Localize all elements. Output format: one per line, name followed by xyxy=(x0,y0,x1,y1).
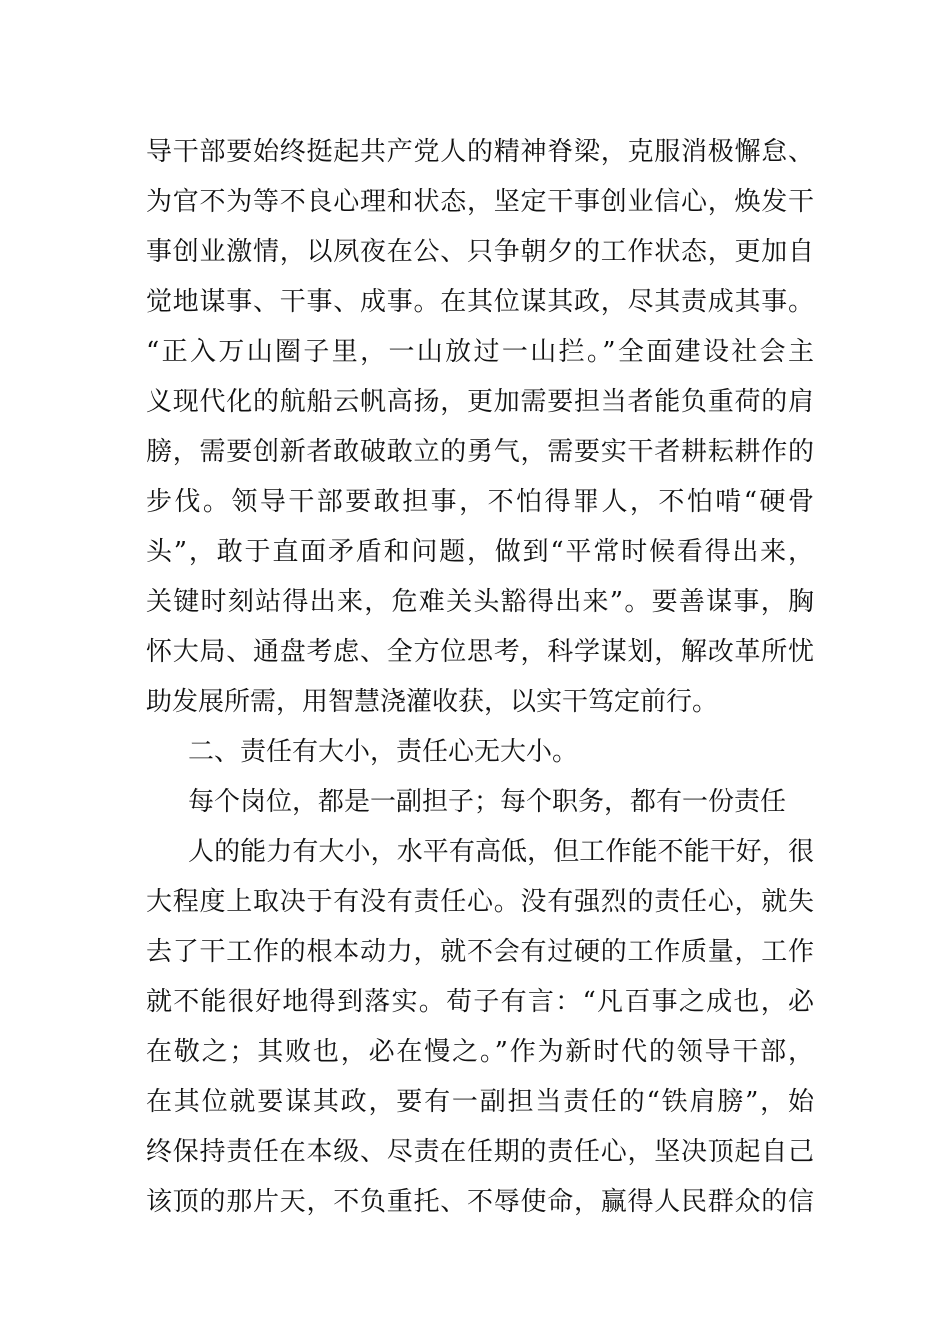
text-line: 关键时刻站得出来，危难关头豁得出来”。要善谋事，胸 xyxy=(146,587,814,617)
text-line: 人的能力有大小，水平有高低，但工作能不能干好，很 xyxy=(188,837,814,867)
text-line: 在其位就要谋其政，要有一副担当责任的“铁肩膀”，始 xyxy=(146,1087,814,1117)
text-line: 为官不为等不良心理和状态，坚定干事创业信心，焕发干 xyxy=(146,187,814,217)
text-line: 膀，需要创新者敢破敢立的勇气，需要实干者耕耘耕作的 xyxy=(146,437,814,467)
text-line: 导干部要始终挺起共产党人的精神脊梁，克服消极懈怠、 xyxy=(146,137,814,167)
text-line: 觉地谋事、干事、成事。在其位谋其政，尽其责成其事。 xyxy=(146,287,814,317)
text-line: 终保持责任在本级、尽责在任期的责任心，坚决顶起自己 xyxy=(146,1137,814,1167)
text-line: 大程度上取决于有没有责任心。没有强烈的责任心，就失 xyxy=(146,887,814,917)
text-line: 该顶的那片天，不负重托、不辱使命，赢得人民群众的信 xyxy=(146,1187,814,1217)
section-heading: 二、责任有大小，责任心无大小。 xyxy=(188,737,579,767)
text-line: 头”，敢于直面矛盾和问题，做到“平常时候看得出来， xyxy=(146,537,814,567)
text-line: 义现代化的航船云帆高扬，更加需要担当者能负重荷的肩 xyxy=(146,387,814,417)
text-line: 怀大局、通盘考虑、全方位思考，科学谋划，解改革所忧 xyxy=(146,637,814,667)
text-line: 去了干工作的根本动力，就不会有过硬的工作质量，工作 xyxy=(146,937,814,967)
text-line: 就不能很好地得到落实。荀子有言：“凡百事之成也，必 xyxy=(146,987,814,1017)
text-line: 步伐。领导干部要敢担事，不怕得罪人，不怕啃“硬骨 xyxy=(146,487,814,517)
text-line: 事创业激情，以夙夜在公、只争朝夕的工作状态，更加自 xyxy=(146,237,814,267)
text-line: “正入万山圈子里，一山放过一山拦。”全面建设社会主 xyxy=(146,337,814,367)
text-line: 在敬之；其败也，必在慢之。”作为新时代的领导干部， xyxy=(146,1037,814,1067)
subheading: 每个岗位，都是一副担子；每个职务，都有一份责任 xyxy=(188,787,787,817)
text-line: 助发展所需，用智慧浇灌收获，以实干笃定前行。 xyxy=(146,687,719,717)
